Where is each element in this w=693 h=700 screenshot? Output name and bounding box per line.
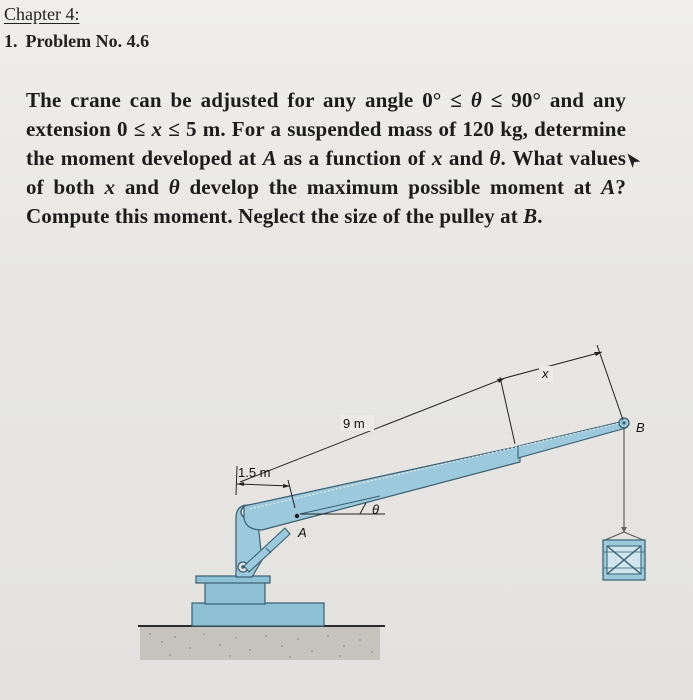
- suspended-crate: [603, 532, 645, 580]
- statement-text: and: [115, 175, 169, 199]
- var-b: B: [523, 204, 538, 228]
- statement-text: . What values of both: [26, 146, 627, 199]
- var-x: x: [431, 146, 443, 170]
- var-x: x: [104, 175, 116, 199]
- label-9m: 9 m: [343, 416, 365, 431]
- chapter-heading: Chapter 4:: [4, 4, 80, 24]
- statement-text: The crane can be adjusted for any angle 0° ≤: [26, 88, 471, 112]
- statement-text: .: [537, 204, 543, 228]
- label-1-5m: 1.5 m: [238, 465, 271, 480]
- ground: [138, 626, 385, 660]
- var-theta: θ: [470, 88, 482, 112]
- problem-title: Problem No. 4.6: [25, 31, 150, 51]
- dimension-lines: [236, 345, 623, 514]
- statement-text: as a function of: [276, 146, 432, 170]
- var-a: A: [262, 146, 277, 170]
- label-a: A: [298, 525, 307, 540]
- statement-text: ? Compute this moment. Neglect the size of the pulley at: [26, 175, 626, 228]
- var-a: A: [601, 175, 616, 199]
- label-theta: θ: [372, 502, 380, 517]
- var-x: x: [151, 117, 163, 141]
- var-theta: θ: [168, 175, 180, 199]
- crane-base: [192, 576, 324, 626]
- statement-text: develop the maximum possible moment at: [179, 175, 602, 199]
- problem-number: 1.: [4, 31, 18, 51]
- statement-text: ≤ 90° and any extension 0 ≤: [26, 88, 626, 141]
- pulley-b: [619, 418, 629, 533]
- statement-text: and: [442, 146, 490, 170]
- label-x: x: [542, 366, 549, 381]
- label-b: B: [636, 420, 645, 435]
- var-theta: θ: [489, 146, 501, 170]
- statement-text: ≤ 5 m. For a suspended mass of 120 kg, determine the moment developed at: [26, 117, 626, 170]
